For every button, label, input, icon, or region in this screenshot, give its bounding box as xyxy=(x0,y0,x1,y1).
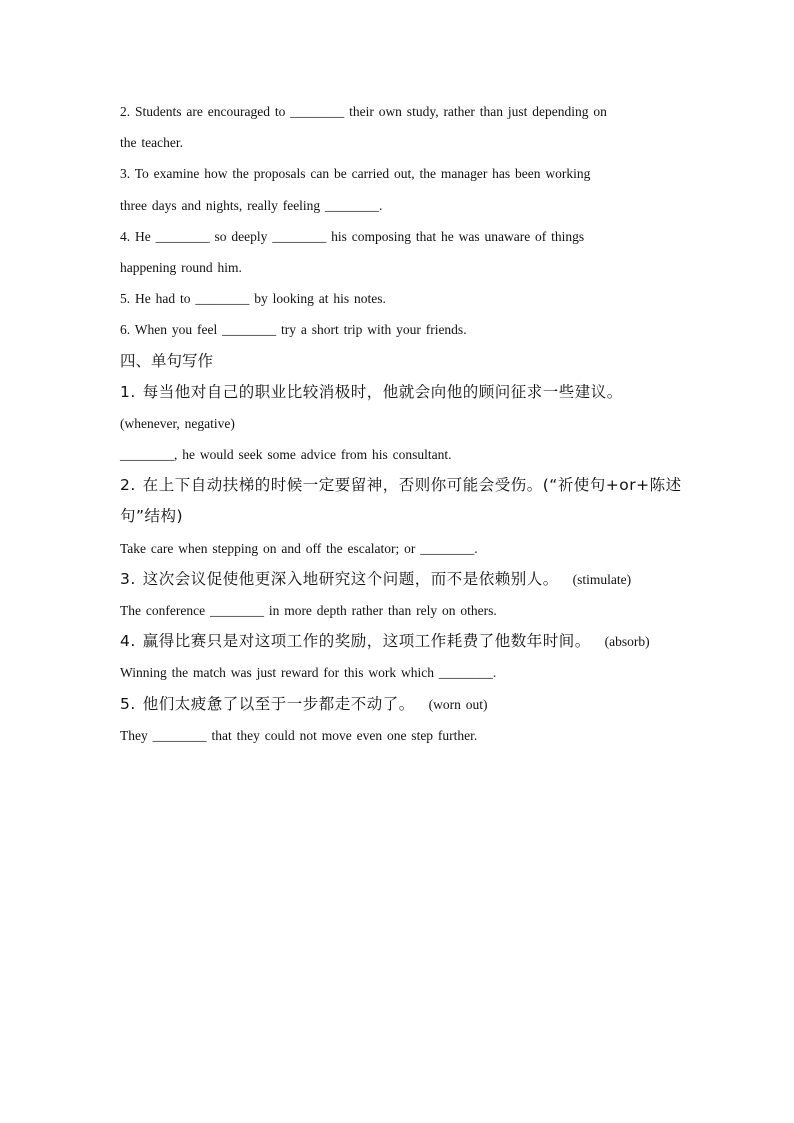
q3-prompt: 3. 这次会议促使他更深入地研究这个问题，而不是依赖别人。 xyxy=(120,569,559,588)
q1-hint: (whenever, negative) xyxy=(120,415,235,431)
q4-answer-line: Winning the match was just reward for this work which ________. xyxy=(120,665,497,681)
q2-prompt-line-2: 句”结构) xyxy=(120,507,184,526)
q4-prompt-line xyxy=(120,626,676,657)
q4-hint: (absorb) xyxy=(604,634,650,650)
q5-hint: (worn out) xyxy=(428,696,488,712)
q5-prompt: 5. 他们太疲惫了以至于一步都走不动了。 xyxy=(120,694,415,713)
section-heading: 四、单句写作 xyxy=(120,351,214,370)
q4-prompt: 4. 赢得比赛只是对这项工作的奖励，这项工作耗费了他数年时间。 xyxy=(120,632,591,651)
item-4-line-1: 4. He ________ so deeply ________ his composing that he was unaware of things xyxy=(120,228,585,244)
q5-answer-line: They ________ that they could not move even one step further. xyxy=(120,727,478,743)
q5-prompt-line xyxy=(120,689,676,720)
item-3-line-2: three days and nights, really feeling ________. xyxy=(120,197,383,213)
item-2-line-1 xyxy=(120,96,676,127)
item-5-line: 5. He had to ________ by looking at his notes. xyxy=(120,291,386,307)
q2-prompt-line-1: 2. 在上下自动扶梯的时候一定要留神，否则你可能会受伤。(“祈使句+or+陈述 xyxy=(120,476,682,495)
q3-hint: (stimulate) xyxy=(572,571,632,587)
q3-prompt-line xyxy=(120,564,676,595)
item-3-line-1: 3. To examine how the proposals can be carried out, the manager has been working xyxy=(120,166,591,182)
q2-answer-line: Take care when stepping on and off the escalator; or ________. xyxy=(120,540,478,556)
worksheet-page xyxy=(120,96,682,751)
q1-prompt: 1. 每当他对自己的职业比较消极时，他就会向他的顾问征求一些建议。 xyxy=(120,382,623,401)
item-4-line-2: happening round him. xyxy=(120,259,242,275)
item-2-text: 2. Students are encouraged to ________ their own study, rather than just depending on xyxy=(120,104,607,119)
q3-answer-line: The conference ________ in more depth rather than rely on others. xyxy=(120,603,497,618)
item-6-line: 6. When you feel ________ try a short trip with your friends. xyxy=(120,322,467,338)
item-2-line-2: the teacher. xyxy=(120,135,183,151)
q1-answer-line: ________, he would seek some advice from his consultant. xyxy=(120,447,452,463)
